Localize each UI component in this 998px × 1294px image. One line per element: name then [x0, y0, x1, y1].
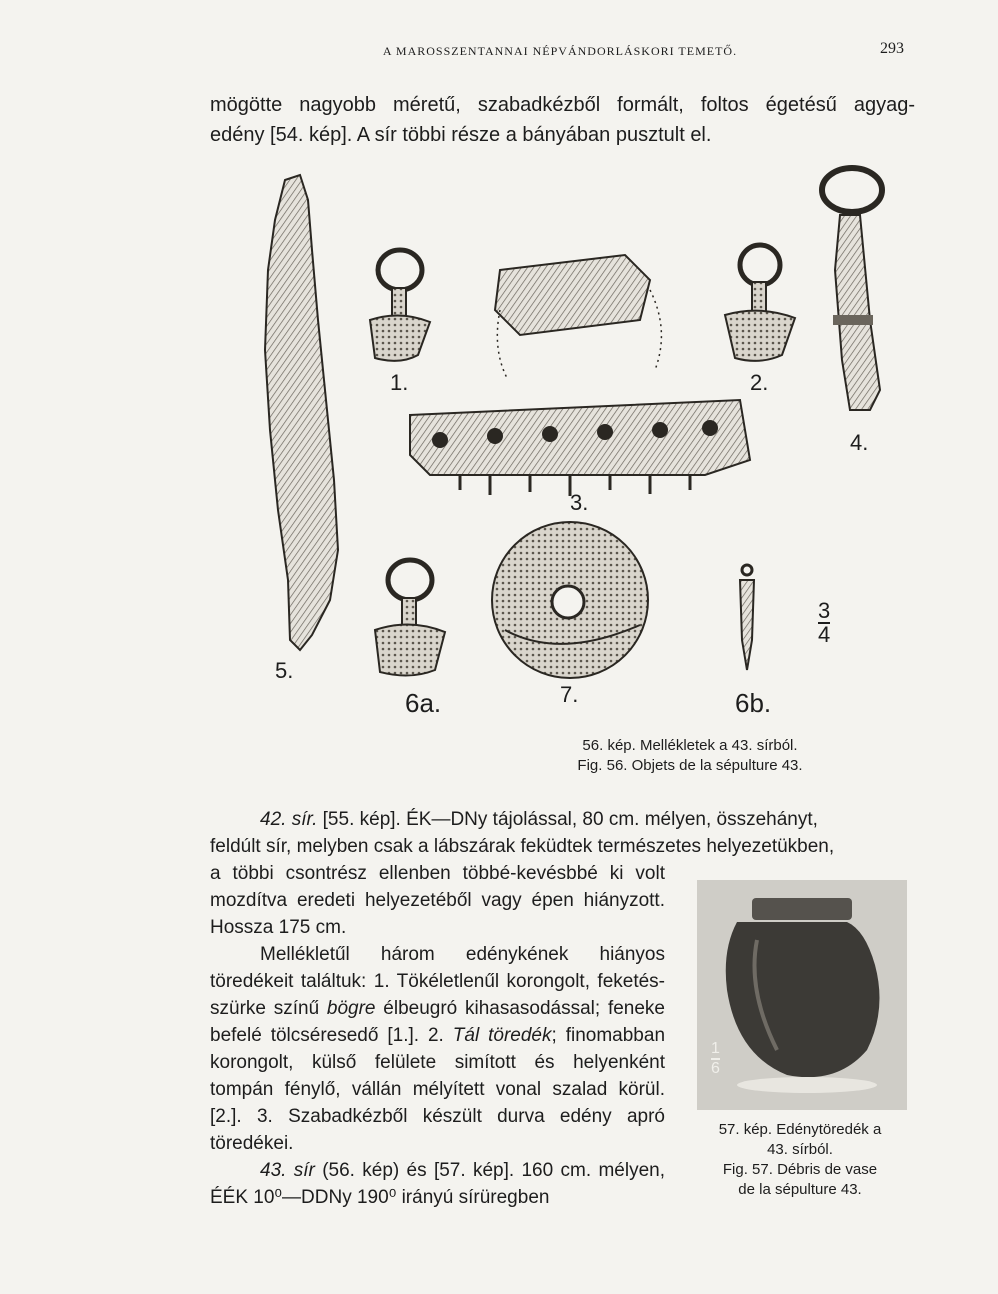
caption-fr: Fig. 56. Objets de la sépulture 43. [577, 757, 803, 774]
pendant-6a-drawing [375, 560, 445, 676]
page-number: 293 [880, 40, 904, 57]
figure-57-caption [719, 1120, 882, 1200]
knife-blade-drawing [265, 175, 338, 650]
intro-line-1: mögötte nagyobb méretű, szabadkézből formált, foltos égetésű agyag- [210, 94, 915, 116]
term-bogre: bögre [326, 998, 376, 1019]
fig57-fr-1: Fig. 57. Débris de vase [722, 1161, 878, 1178]
label-7: 7. [560, 682, 579, 707]
body-line-1-rest: [55. kép]. ÉK—DNy tájolással, 80 cm. mélyen, összehányt, [317, 809, 818, 830]
intro-line-2: edény [54. kép]. A sír többi része a bányában pusztult el. [210, 124, 712, 146]
label-2: 2. [750, 370, 769, 395]
fig57-hu-2: 43. sírból. [767, 1141, 833, 1158]
scale-fraction-56 [818, 600, 830, 646]
figure-56-caption [577, 736, 802, 776]
grave-43-label: 43. sír [260, 1160, 315, 1181]
vessel-photo [697, 880, 907, 1110]
label-4: 4. [850, 430, 869, 455]
pendant-2-drawing [725, 245, 795, 361]
figure-56-drawing [230, 160, 920, 730]
body-paragraph-1-cont: a többi csontrész ellenben többé-kevésbbé ki volt mozdítva eredeti helyezetéből vagy épen hiányzott. Hossza 175 cm. [210, 863, 665, 938]
body-paragraph-2: Mellékletűl három edénykének hiányos töredékeit találtuk: 1. Tökéletlenűl korongolt, feketés-szürke színű bögre élbeugró kihasasodással; feneke befelé tölcséresedő [1.]. 2. Tál töredék; finomabban korongolt, külső felülete simított és helyenként tompán fénylő, vállán mélyített vonal szalad körül. [2.]. 3. Szabadkézből készült durva edény apró töredékei. [210, 944, 666, 1154]
body-line-2: feldúlt sír, melyben csak a lábszárak feküdtek természetes helyezetükben, [210, 836, 835, 857]
intro-paragraph [210, 90, 915, 150]
fig57-fr-2: de la sépulture 43. [738, 1181, 862, 1198]
pendant-6b-drawing [740, 565, 754, 670]
label-6b: 6b. [735, 688, 772, 718]
label-5: 5. [275, 658, 294, 683]
fig57-hu-1: 57. kép. Edénytöredék a [718, 1121, 882, 1138]
label-1: 1. [390, 370, 409, 395]
label-3: 3. [570, 490, 589, 515]
grave-42-label: 42. sír. [260, 809, 318, 830]
spindle-whorl-drawing [492, 522, 648, 678]
comb-fragment-drawing [410, 255, 750, 496]
scale-numerator: 3 [818, 598, 831, 623]
caption-hu: 56. kép. Mellékletek a 43. sírból. [582, 737, 798, 754]
term-tal-toredek: Tál töredék [452, 1025, 552, 1046]
scale-fraction-57: 1 6 [711, 1040, 720, 1077]
scale-denominator: 4 [818, 622, 831, 647]
body-paragraph-3: 43. sír (56. kép) és [57. kép]. 160 cm. mélyen, ÉÉK 10⁰—DDNy 190⁰ irányú sírüregben [210, 1160, 665, 1208]
buckle-fitting-drawing [822, 168, 882, 410]
body-line-1 [210, 806, 915, 833]
figure-57-photo [697, 880, 907, 1110]
pendant-1-drawing [370, 250, 430, 361]
running-title: A MAROSSZENTANNAI NÉPVÁNDORLÁSKORI TEMETŐ. [382, 44, 738, 58]
label-6a: 6a. [405, 688, 442, 718]
figure-56 [230, 160, 920, 730]
